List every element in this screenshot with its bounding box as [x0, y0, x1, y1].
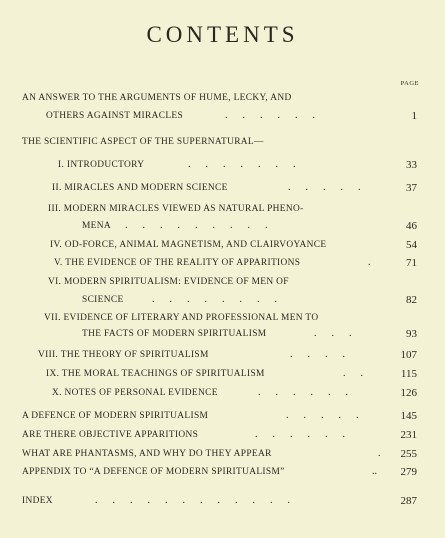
leader-dots: .. [372, 466, 377, 477]
page-column-label: PAGE [400, 80, 419, 87]
leader-dots: . . [343, 368, 363, 379]
toc-entry-line: OTHERS AGAINST MIRACLES [46, 111, 184, 121]
toc-entry-line: VI. MODERN SPIRITUALISM: EVIDENCE OF MEN OF [48, 277, 289, 287]
toc-entry-line: I. INTRODUCTORY [58, 160, 145, 170]
toc-section-heading: THE SCIENTIFIC ASPECT OF THE SUPERNATURAL— [22, 137, 264, 147]
leader-dots: . . . . . [288, 182, 361, 193]
toc-page-number: 126 [400, 387, 417, 399]
toc-page-number: 287 [400, 495, 417, 507]
toc-page-number: 37 [406, 182, 417, 194]
toc-entry-line: II. MIRACLES AND MODERN SCIENCE [52, 183, 228, 193]
leader-dots: . . . . [290, 349, 345, 360]
leader-dots: . . . . . . . . [152, 294, 277, 305]
toc-entry-line: VIII. THE THEORY OF SPIRITUALISM [38, 350, 209, 360]
leader-dots: . . . . . . . . . [125, 220, 268, 231]
leader-dots: . . . . . . . [188, 159, 296, 170]
toc-entry-line: ARE THERE OBJECTIVE APPARITIONS [22, 430, 199, 440]
toc-entry-line: IV. OD-FORCE, ANIMAL MAGNETISM, AND CLAIRVOYANCE [50, 240, 327, 250]
toc-entry-line: V. THE EVIDENCE OF THE REALITY OF APPARITIONS [54, 258, 301, 268]
toc-page-number: 33 [406, 159, 417, 171]
toc-entry-line: THE FACTS OF MODERN SPIRITUALISM [82, 329, 267, 339]
toc-page-number: 145 [400, 410, 417, 422]
toc-page-number: 231 [400, 429, 417, 441]
leader-dots: . . . [314, 328, 352, 339]
toc-page-number: 115 [400, 368, 417, 380]
toc-page-number: 1 [411, 110, 417, 122]
leader-dots: . . . . . . . . . . . . [95, 495, 290, 506]
toc-page-number: 255 [400, 448, 417, 460]
leader-dots: . [378, 448, 381, 459]
toc-entry-line: III. MODERN MIRACLES VIEWED AS NATURAL PHENO- [48, 204, 304, 214]
leader-dots: . . . . . [286, 410, 359, 421]
toc-page-number: 93 [406, 328, 417, 340]
toc-entry-line: A DEFENCE OF MODERN SPIRITUALISM [22, 411, 209, 421]
toc-page-number: 107 [400, 349, 417, 361]
toc-entry-line: IX. THE MORAL TEACHINGS OF SPIRITUALISM [46, 369, 265, 379]
toc-entry-line: APPENDIX TO “A DEFENCE OF MODERN SPIRITUALISM” [22, 467, 285, 477]
toc-entry-line: WHAT ARE PHANTASMS, AND WHY DO THEY APPEAR [22, 449, 272, 459]
toc-entry-line: VII. EVIDENCE OF LITERARY AND PROFESSIONAL MEN TO [44, 313, 319, 323]
toc-entry-line: MENA [82, 221, 112, 231]
toc-entry-line: AN ANSWER TO THE ARGUMENTS OF HUME, LECKY, AND [22, 93, 292, 103]
toc-page-number: 82 [406, 294, 417, 306]
toc-entry-line: X. NOTES OF PERSONAL EVIDENCE [52, 388, 218, 398]
page-title: CONTENTS [146, 22, 299, 47]
toc-entry-line: SCIENCE [82, 295, 124, 305]
toc-page-number: 279 [400, 466, 417, 478]
leader-dots: . . . . . . [258, 387, 348, 398]
toc-page-number: 54 [406, 239, 417, 251]
leader-dots: . . . . . . [255, 429, 345, 440]
toc-page-number: 46 [406, 220, 417, 232]
toc-page-number: 71 [406, 257, 417, 269]
leader-dots: . . . . . . [225, 110, 315, 121]
leader-dots: . [368, 257, 371, 268]
toc-entry-line: INDEX [22, 496, 53, 506]
